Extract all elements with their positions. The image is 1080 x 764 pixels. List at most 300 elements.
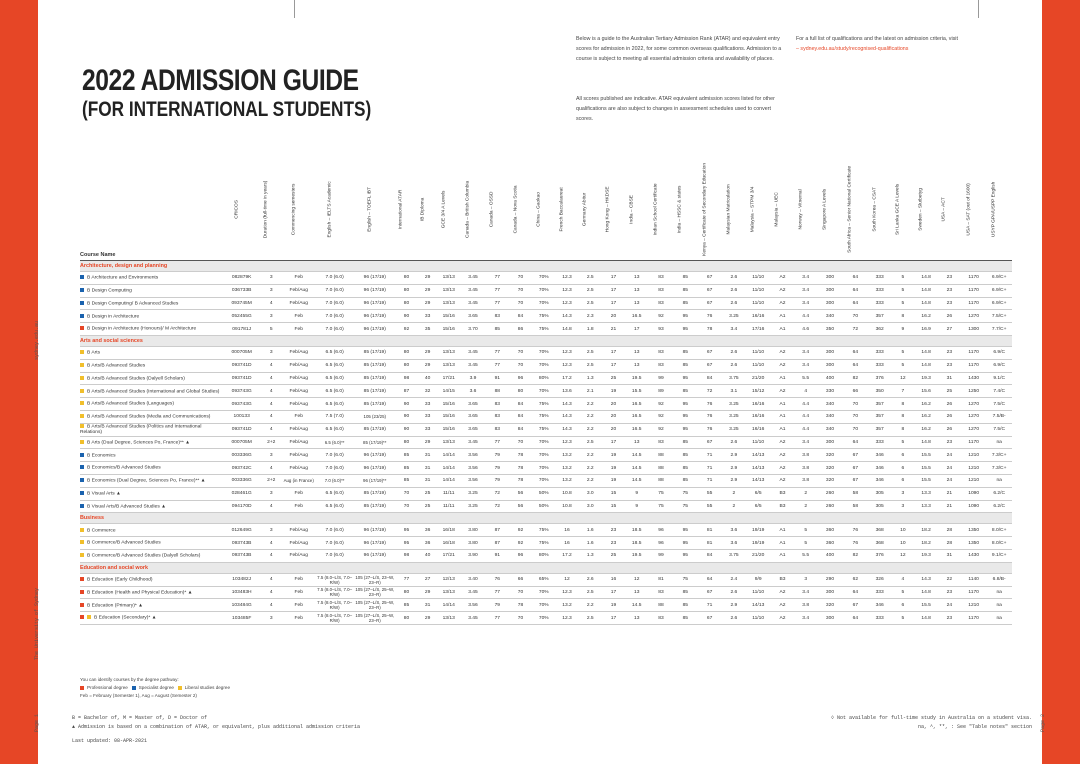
- table-cell: 86: [509, 323, 532, 336]
- degree-type-dot-icon: [80, 288, 84, 292]
- table-cell: 99: [648, 549, 673, 562]
- table-cell: 300: [817, 297, 842, 310]
- column-header: [915, 160, 938, 261]
- column-header: [418, 160, 437, 261]
- table-cell: Feb/Aug: [283, 549, 315, 562]
- table-cell: 29: [418, 612, 437, 625]
- table-cell: 3.8: [794, 474, 817, 487]
- table-cell: 14/13: [746, 462, 771, 475]
- table-cell: 8: [891, 310, 914, 323]
- table-cell: 16.9: [915, 323, 938, 336]
- table-cell: 70: [509, 297, 532, 310]
- table-cell: 85 (17/19): [355, 398, 395, 411]
- column-header: [532, 160, 555, 261]
- table-cell: 96: [648, 524, 673, 537]
- table-cell: 13: [625, 297, 648, 310]
- table-cell: 16.5: [625, 398, 648, 411]
- table-cell: 4: [260, 549, 283, 562]
- table-cell: A2: [771, 346, 794, 359]
- table-cell: 13/13: [437, 436, 460, 449]
- table-cell: 14/14: [437, 449, 460, 462]
- table-cell: 76: [697, 398, 722, 411]
- table-cell: 78: [509, 474, 532, 487]
- table-cell: 333: [868, 346, 891, 359]
- table-cell: 3.56: [460, 449, 485, 462]
- table-cell: 71: [697, 599, 722, 612]
- table-row: [80, 500, 1012, 513]
- table-cell: 3: [260, 524, 283, 537]
- table-cell: 56: [509, 487, 532, 500]
- table-cell: 6.9/C: [986, 346, 1012, 359]
- table-cell: 2.2: [579, 462, 602, 475]
- table-cell: 78: [697, 323, 722, 336]
- table-cell: 7.3/C+: [986, 462, 1012, 475]
- table-cell: 7.0 (6.0): [315, 297, 355, 310]
- table-cell: 70: [509, 346, 532, 359]
- table-cell: 1210: [961, 449, 986, 462]
- table-cell: 9.1/C+: [986, 549, 1012, 562]
- table-cell: 093741D: [224, 423, 260, 436]
- table-cell: 093742C: [224, 462, 260, 475]
- table-cell: 2.5: [579, 612, 602, 625]
- table-cell: 6.5 (6.0): [315, 346, 355, 359]
- table-cell: 4: [260, 385, 283, 398]
- table-cell: 17: [602, 436, 625, 449]
- table-cell: 2+2: [260, 474, 283, 487]
- column-header: [817, 160, 842, 261]
- table-cell: 300: [817, 346, 842, 359]
- table-cell: 90: [395, 410, 418, 423]
- table-cell: 12: [891, 372, 914, 385]
- course-name: B Commerce: [87, 527, 116, 533]
- table-cell: 3.45: [460, 284, 485, 297]
- table-cell: 3.45: [460, 436, 485, 449]
- table-cell: 13/13: [437, 612, 460, 625]
- table-cell: 55: [697, 487, 722, 500]
- table-cell: 3.56: [460, 599, 485, 612]
- table-cell: 23: [938, 272, 961, 285]
- table-cell: 7.5 (8.0–L/S, 7.0–R/W): [315, 573, 355, 586]
- table-cell: 75%: [532, 423, 555, 436]
- table-cell: 5: [891, 436, 914, 449]
- table-cell: 1170: [961, 346, 986, 359]
- specialist-dot-icon: [132, 686, 136, 690]
- table-cell: 12: [891, 549, 914, 562]
- table-cell: 11/10: [746, 586, 771, 599]
- course-name-cell: [80, 436, 224, 449]
- table-cell: 85: [674, 462, 697, 475]
- table-cell: na: [986, 436, 1012, 449]
- table-cell: 093745M: [224, 297, 260, 310]
- degree-type-dot-icon: [80, 326, 84, 330]
- table-cell: A1: [771, 423, 794, 436]
- intro-right-text: For a full list of qualifications and the latest on admission criteria, visit: [796, 36, 958, 42]
- table-cell: 31: [418, 462, 437, 475]
- table-cell: 1.6: [579, 524, 602, 537]
- qualifications-link[interactable]: – sydney.edu.au/study/recognised-qualifications: [796, 46, 909, 53]
- table-cell: 18.5: [625, 537, 648, 550]
- table-cell: 2.2: [579, 474, 602, 487]
- column-header-label: India – HSSC & states: [677, 185, 683, 233]
- table-cell: 16: [555, 524, 578, 537]
- table-cell: 96 (17/19): [355, 449, 395, 462]
- table-cell: 14/15: [437, 385, 460, 398]
- table-cell: 340: [817, 410, 842, 423]
- table-cell: 23: [938, 586, 961, 599]
- table-cell: 80: [509, 385, 532, 398]
- table-cell: 33: [418, 310, 437, 323]
- table-cell: 85 (17/19): [355, 385, 395, 398]
- table-cell: 13.2: [555, 599, 578, 612]
- column-header-label: Singapore A Levels: [822, 188, 828, 230]
- course-name: B Design Computing/ B Advanced Studies: [87, 301, 179, 307]
- table-cell: 75: [648, 500, 673, 513]
- table-cell: 70: [509, 436, 532, 449]
- table-cell: 14.8: [915, 297, 938, 310]
- course-name-cell: [80, 310, 224, 323]
- table-cell: 90: [395, 398, 418, 411]
- table-cell: 64: [843, 436, 868, 449]
- table-cell: 305: [868, 500, 891, 513]
- table-cell: 9: [625, 500, 648, 513]
- table-cell: 70: [509, 359, 532, 372]
- table-cell: 360: [817, 524, 842, 537]
- table-row: [80, 436, 1012, 449]
- table-cell: 23: [938, 612, 961, 625]
- table-cell: 094170D: [224, 500, 260, 513]
- course-name: B Arts: [87, 350, 101, 356]
- table-cell: 96: [509, 549, 532, 562]
- table-cell: 17.2: [555, 372, 578, 385]
- degree-type-dot-icon: [80, 314, 84, 318]
- table-cell: 85 (17/19): [355, 346, 395, 359]
- table-cell: 2.2: [579, 410, 602, 423]
- table-cell: 3.8: [794, 449, 817, 462]
- column-header-label: Germany Abitur: [582, 192, 588, 226]
- table-cell: Feb/Aug: [283, 524, 315, 537]
- table-cell: 83: [648, 436, 673, 449]
- course-name-cell: [80, 612, 224, 625]
- table-cell: 7.0 (6.0): [315, 323, 355, 336]
- table-cell: Feb/Aug: [283, 436, 315, 449]
- table-cell: 4: [260, 372, 283, 385]
- table-cell: 4: [891, 573, 914, 586]
- column-header: [224, 160, 260, 261]
- table-cell: 13/13: [437, 586, 460, 599]
- table-cell: 14.5: [625, 462, 648, 475]
- column-header-label: USYP GPA/USPP English: [991, 181, 997, 237]
- table-cell: 64: [843, 612, 868, 625]
- table-cell: 13: [625, 612, 648, 625]
- table-cell: 320: [817, 462, 842, 475]
- column-header-label: Hong Kong – HKDSE: [606, 186, 612, 232]
- table-cell: 85 (17/19)**: [355, 436, 395, 449]
- table-cell: 29: [418, 346, 437, 359]
- table-cell: 87: [395, 385, 418, 398]
- table-cell: 15/12: [746, 385, 771, 398]
- table-cell: 091781J: [224, 323, 260, 336]
- table-cell: na: [986, 612, 1012, 625]
- table-cell: 77: [486, 359, 509, 372]
- table-cell: 13/13: [437, 359, 460, 372]
- course-name: B Commerce/B Advanced Studies (Dalyell Scholars): [87, 553, 201, 559]
- table-cell: Feb: [283, 500, 315, 513]
- table-cell: Feb: [283, 573, 315, 586]
- table-cell: 23: [938, 297, 961, 310]
- table-cell: 85 (17/19): [355, 359, 395, 372]
- table-cell: 22: [938, 573, 961, 586]
- table-cell: 78: [509, 462, 532, 475]
- table-cell: 5: [891, 586, 914, 599]
- table-cell: 83: [648, 586, 673, 599]
- table-cell: 1210: [961, 474, 986, 487]
- table-cell: 15.5: [915, 599, 938, 612]
- table-cell: 16.2: [915, 310, 938, 323]
- course-name: B Economics/B Advanced Studies: [87, 465, 161, 471]
- table-cell: Feb/Aug: [283, 537, 315, 550]
- course-name: B Arts/B Advanced Studies (Politics and International Relations): [80, 424, 202, 435]
- table-cell: A1: [771, 537, 794, 550]
- table-cell: 7.0 (6.0): [315, 310, 355, 323]
- table-cell: 13.6: [555, 385, 578, 398]
- table-cell: 96: [648, 537, 673, 550]
- table-cell: 3.4: [794, 346, 817, 359]
- table-cell: 357: [868, 423, 891, 436]
- table-cell: 16.5: [625, 310, 648, 323]
- table-cell: 95: [674, 549, 697, 562]
- table-cell: 2.6: [722, 436, 745, 449]
- course-name: B Visual Arts/B Advanced Studies ▲: [87, 504, 166, 510]
- table-cell: 83: [486, 423, 509, 436]
- table-cell: A2: [771, 297, 794, 310]
- table-cell: A1: [771, 323, 794, 336]
- table-cell: 2.5: [579, 436, 602, 449]
- table-cell: 346: [868, 449, 891, 462]
- table-cell: 23: [938, 436, 961, 449]
- table-cell: 3.45: [460, 346, 485, 359]
- table-cell: 1430: [961, 549, 986, 562]
- table-cell: 5: [794, 524, 817, 537]
- table-cell: 3: [891, 487, 914, 500]
- page-title: 2022 ADMISSION GUIDE: [82, 64, 359, 97]
- table-cell: 16.5: [625, 410, 648, 423]
- table-cell: 15.5: [625, 385, 648, 398]
- table-cell: 85: [674, 449, 697, 462]
- footer-right: [831, 714, 1032, 732]
- table-cell: 80%: [532, 372, 555, 385]
- table-cell: 8: [891, 423, 914, 436]
- table-cell: 70: [843, 398, 868, 411]
- table-cell: 36: [418, 524, 437, 537]
- table-cell: 14.5: [625, 599, 648, 612]
- table-cell: 67: [697, 346, 722, 359]
- table-cell: 19.3: [915, 549, 938, 562]
- table-cell: 376: [868, 549, 891, 562]
- table-cell: 3.75: [722, 549, 745, 562]
- table-cell: 85: [395, 462, 418, 475]
- table-cell: 052455G: [224, 310, 260, 323]
- table-cell: 50%: [532, 487, 555, 500]
- table-cell: 3.4: [794, 612, 817, 625]
- table-cell: 2.5: [579, 272, 602, 285]
- table-cell: Feb: [283, 323, 315, 336]
- table-cell: 19/19: [746, 524, 771, 537]
- table-cell: A2: [771, 385, 794, 398]
- degree-type-dot-icon: [80, 301, 84, 305]
- table-row: [80, 284, 1012, 297]
- table-cell: 16.2: [915, 410, 938, 423]
- table-cell: 96 (17/19): [355, 310, 395, 323]
- column-header: [794, 160, 817, 261]
- table-cell: 5: [891, 346, 914, 359]
- table-cell: 96 (17/19): [355, 272, 395, 285]
- table-cell: 19/19: [746, 537, 771, 550]
- table-cell: 84: [509, 423, 532, 436]
- course-name: B Commerce/B Advanced Studies: [87, 540, 161, 546]
- table-cell: 25: [602, 372, 625, 385]
- table-cell: 13.2: [555, 474, 578, 487]
- table-cell: 84: [509, 398, 532, 411]
- table-cell: 3: [260, 487, 283, 500]
- table-cell: 81: [648, 573, 673, 586]
- table-row: [80, 612, 1012, 625]
- table-cell: Feb: [283, 586, 315, 599]
- table-cell: 093741D: [224, 372, 260, 385]
- table-cell: 3.45: [460, 359, 485, 372]
- column-header-label: Commencing semesters: [291, 183, 297, 235]
- table-cell: 3.90: [460, 549, 485, 562]
- table-cell: 70: [509, 586, 532, 599]
- table-cell: 1300: [961, 323, 986, 336]
- table-cell: 6.9/C+: [986, 272, 1012, 285]
- table-cell: 3.45: [460, 272, 485, 285]
- table-cell: 92: [648, 423, 673, 436]
- table-cell: 88: [648, 474, 673, 487]
- table-cell: 19.5: [625, 372, 648, 385]
- table-cell: 64: [843, 586, 868, 599]
- table-cell: 13: [625, 284, 648, 297]
- table-cell: 17: [625, 323, 648, 336]
- column-header: Course Name: [80, 160, 224, 261]
- table-cell: Feb/Aug: [283, 297, 315, 310]
- column-header: [891, 160, 914, 261]
- table-cell: 76: [486, 573, 509, 586]
- table-cell: 15.5: [915, 474, 938, 487]
- degree-type-dot-icon: [80, 540, 84, 544]
- table-cell: 17: [602, 346, 625, 359]
- table-cell: 31: [418, 449, 437, 462]
- admission-table: [80, 160, 1012, 625]
- table-cell: 88: [648, 462, 673, 475]
- table-cell: 330: [817, 385, 842, 398]
- table-cell: 3.40: [460, 573, 485, 586]
- table-cell: A2: [771, 272, 794, 285]
- table-cell: 24: [938, 599, 961, 612]
- table-cell: 2.6: [722, 359, 745, 372]
- table-cell: 2.9: [722, 449, 745, 462]
- table-cell: 082879K: [224, 272, 260, 285]
- table-cell: 6: [891, 462, 914, 475]
- table-cell: 77: [486, 297, 509, 310]
- table-cell: 1170: [961, 612, 986, 625]
- table-cell: 012649G: [224, 524, 260, 537]
- table-cell: 70: [395, 487, 418, 500]
- table-cell: 95: [674, 310, 697, 323]
- column-header: [986, 160, 1012, 261]
- table-cell: 333: [868, 359, 891, 372]
- table-cell: Feb/Aug: [283, 398, 315, 411]
- table-cell: 1090: [961, 487, 986, 500]
- course-name: B Education (Secondary)* ▲: [94, 615, 157, 621]
- table-cell: 79: [486, 449, 509, 462]
- table-cell: 23: [938, 346, 961, 359]
- table-cell: 21/20: [746, 372, 771, 385]
- table-cell: 2: [794, 500, 817, 513]
- table-cell: A2: [771, 474, 794, 487]
- table-cell: 3.56: [460, 474, 485, 487]
- table-cell: 2.6: [722, 346, 745, 359]
- table-cell: Feb: [283, 272, 315, 285]
- table-cell: 96: [509, 372, 532, 385]
- table-cell: 85: [486, 323, 509, 336]
- table-cell: 2.5: [579, 284, 602, 297]
- table-cell: 7.5 (8.0–L/S, 7.0–R/W): [315, 599, 355, 612]
- table-cell: 3.0: [579, 500, 602, 513]
- course-name: B Education (Early Childhood): [87, 577, 153, 583]
- footer-note: ▲ Admission is based on a combination of ATAR, or equivalent, plus additional admission criteria: [72, 724, 361, 730]
- column-header-label: Canada – British Columbia: [465, 180, 471, 238]
- course-name-cell: [80, 284, 224, 297]
- table-cell: 2.6: [722, 612, 745, 625]
- column-header: [843, 160, 868, 261]
- table-cell: 17: [602, 284, 625, 297]
- course-name: B Visual Arts ▲: [87, 491, 121, 497]
- table-cell: 80: [395, 359, 418, 372]
- table-cell: 16.2: [915, 423, 938, 436]
- legend-items: [80, 684, 230, 692]
- table-cell: 3.65: [460, 423, 485, 436]
- table-cell: 290: [817, 573, 842, 586]
- table-cell: 376: [868, 372, 891, 385]
- table-cell: 1210: [961, 599, 986, 612]
- column-header-label: USA – ACT: [941, 196, 947, 222]
- table-cell: A2: [771, 359, 794, 372]
- table-cell: 83: [648, 272, 673, 285]
- table-cell: Feb/Aug: [283, 359, 315, 372]
- table-cell: 29: [418, 284, 437, 297]
- table-cell: 96 (17/19): [355, 462, 395, 475]
- table-cell: 4: [260, 423, 283, 436]
- table-cell: 4: [260, 297, 283, 310]
- table-cell: 19: [602, 599, 625, 612]
- table-cell: 70%: [532, 586, 555, 599]
- table-cell: 260: [817, 487, 842, 500]
- table-cell: 103485F: [224, 612, 260, 625]
- table-cell: 340: [817, 398, 842, 411]
- course-name: B Arts/B Advanced Studies: [87, 363, 146, 369]
- table-cell: 14/13: [746, 599, 771, 612]
- table-cell: 1090: [961, 500, 986, 513]
- table-cell: 3.25: [460, 500, 485, 513]
- table-cell: 15.5: [915, 462, 938, 475]
- section-header: [80, 335, 1012, 346]
- table-cell: 64: [843, 346, 868, 359]
- table-row: [80, 346, 1012, 359]
- table-row: [80, 524, 1012, 537]
- table-cell: 4.4: [794, 423, 817, 436]
- table-cell: 71: [697, 449, 722, 462]
- table-cell: 362: [868, 323, 891, 336]
